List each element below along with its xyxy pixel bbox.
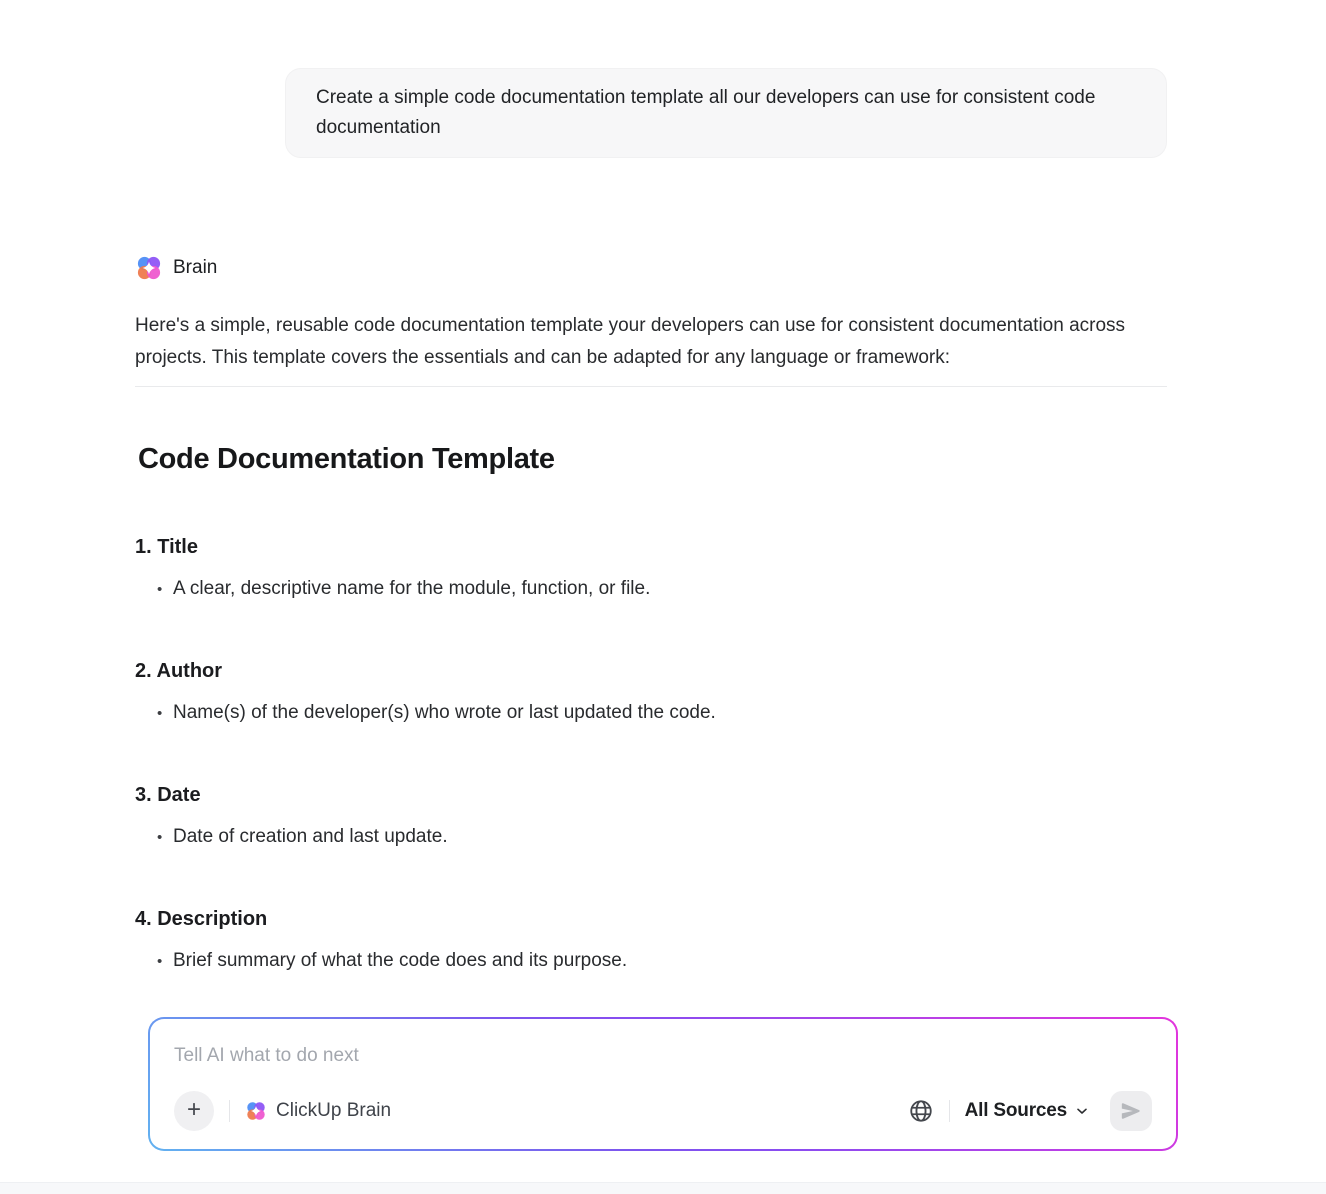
chat-panel (135, 0, 1167, 1151)
divider (135, 386, 1167, 387)
sources-dropdown[interactable] (965, 1100, 1090, 1122)
section-title: 4. Description (135, 908, 268, 930)
prompt-input[interactable] (174, 1043, 1152, 1073)
assistant-header (135, 254, 1167, 282)
section-bullet (135, 701, 1167, 725)
toolbar-divider (229, 1100, 230, 1122)
assistant-intro: Here's a simple, reusable code documentation template your developers can use for consistent documentation across projects. This template covers the essentials and can be adapted for any language or framework: (135, 315, 1126, 368)
template-section (135, 783, 1167, 849)
section-bullet (135, 825, 1167, 849)
composer-toolbar (174, 1091, 1152, 1131)
page-bottom-strip (0, 1182, 1326, 1194)
section-title: 2. Author (135, 660, 223, 682)
section-title: 3. Date (135, 784, 201, 806)
bullet-text: A clear, descriptive name for the module, function, or file. (173, 578, 651, 599)
model-label: ClickUp Brain (276, 1100, 392, 1121)
brain-flower-icon (245, 1100, 267, 1122)
ai-composer (148, 1017, 1178, 1151)
model-selector-button[interactable] (245, 1100, 391, 1122)
assistant-name: Brain (173, 257, 218, 278)
template-sections (135, 535, 1167, 973)
plus-icon: + (186, 1095, 201, 1123)
template-section (135, 535, 1167, 601)
send-icon (1120, 1100, 1142, 1122)
section-title: 1. Title (135, 536, 198, 558)
brain-flower-icon (135, 254, 163, 282)
toolbar-divider (949, 1100, 950, 1122)
section-bullet (135, 949, 1167, 973)
user-message-bubble (285, 68, 1167, 158)
send-button[interactable] (1110, 1091, 1152, 1131)
section-bullet (135, 577, 1167, 601)
web-search-button[interactable] (908, 1098, 934, 1124)
sources-label: All Sources (964, 1100, 1067, 1121)
user-message-text: Create a simple code documentation template all our developers can use for consistent code documentation (316, 87, 1096, 138)
document-title: Code Documentation Template (138, 443, 555, 475)
template-section (135, 659, 1167, 725)
template-section (135, 907, 1167, 973)
globe-icon (908, 1098, 934, 1124)
bullet-text: Name(s) of the developer(s) who wrote or last updated the code. (173, 702, 716, 723)
bullet-text: Date of creation and last update. (173, 826, 448, 847)
chevron-down-icon (1074, 1103, 1090, 1119)
add-attachment-button[interactable] (174, 1091, 214, 1131)
composer-inner (150, 1019, 1176, 1149)
bullet-text: Brief summary of what the code does and its purpose. (173, 950, 628, 971)
